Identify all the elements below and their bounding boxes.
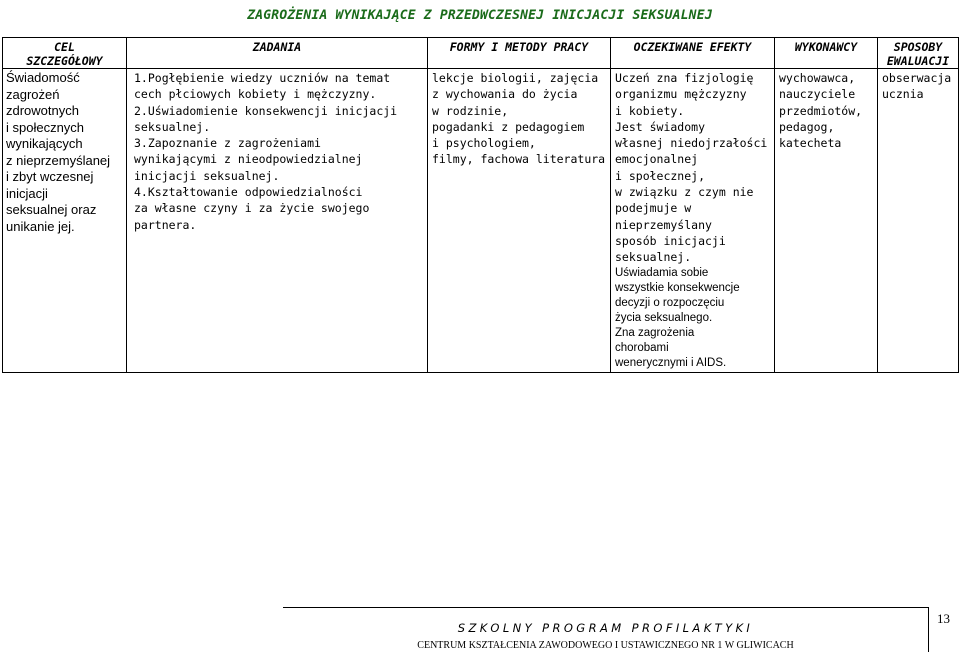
text-line: wychowawca, xyxy=(779,71,856,85)
text-line: seksualnej. xyxy=(615,250,692,265)
text-line: w rodzinie, xyxy=(432,103,509,118)
text-line: za własne czyny i za życie swojego xyxy=(134,201,370,216)
header-efekty: OCZEKIWANE EFEKTY xyxy=(611,38,775,69)
text-line: podejmuje w xyxy=(615,201,692,216)
text-line: katecheta xyxy=(779,136,842,151)
text-line: ucznia xyxy=(882,87,924,102)
text-line: wszystkie konsekwencje xyxy=(615,281,740,294)
text-line: 1.Pogłębienie wiedzy uczniów na temat xyxy=(134,71,391,85)
text-line: życia seksualnego. xyxy=(615,311,713,324)
text-line: nieprzemyślany xyxy=(615,217,712,232)
text-line: z wychowania do życia xyxy=(432,87,578,102)
text-line: zagrożeń xyxy=(6,86,60,102)
text-line: Uświadamia sobie xyxy=(615,266,709,279)
text-line: Zna zagrożenia xyxy=(615,326,695,339)
cell-sposoby xyxy=(878,69,959,373)
text-line: sposób inicjacji xyxy=(615,233,726,248)
text-line: i psychologiem, xyxy=(432,136,536,151)
efekty-main-text xyxy=(615,70,770,266)
cell-formy xyxy=(428,69,611,373)
text-line: wenerycznymi i AIDS. xyxy=(615,356,727,369)
text-line: chorobami xyxy=(615,341,669,354)
text-line: seksualnej oraz xyxy=(6,202,97,217)
text-line: i społecznych xyxy=(6,119,85,135)
text-line: przedmiotów, xyxy=(779,103,863,118)
table-header-row xyxy=(3,38,959,69)
document-title: ZAGROŻENIA WYNIKAJĄCE Z PRZEDWCZESNEJ INICJACJI SEKSUALNEJ xyxy=(247,8,713,23)
text-line: Jest świadomy xyxy=(615,119,706,134)
text-line: i społecznej, xyxy=(615,168,706,183)
text-line: własnej niedojrzałości xyxy=(615,136,768,151)
header-cel: CEL SZCZEGÓŁOWY xyxy=(3,38,127,69)
text-line: partnera. xyxy=(134,217,197,232)
text-line: z nieprzemyślanej xyxy=(6,152,111,168)
text-line: organizmu mężczyzny xyxy=(615,87,747,102)
text-line: i kobiety. xyxy=(615,103,685,118)
header-zadania: ZADANIA xyxy=(127,38,428,69)
cell-efekty xyxy=(611,69,775,373)
text-line: inicjacji seksualnej. xyxy=(134,168,280,183)
text-line: pedagog, xyxy=(779,119,835,134)
text-line: nauczyciele xyxy=(779,87,856,102)
text-line: cech płciowych kobiety i mężczyzny. xyxy=(134,87,377,102)
header-formy: FORMY I METODY PRACY xyxy=(428,38,611,69)
text-line: filmy, fachowa literatura xyxy=(432,152,606,167)
text-line: Uczeń zna fizjologię xyxy=(615,71,754,85)
efekty-small-text xyxy=(615,266,770,371)
cell-zadania xyxy=(127,69,428,373)
footer-divider xyxy=(283,607,928,608)
text-line: emocjonalnej xyxy=(615,152,699,167)
text-line: Świadomość xyxy=(6,70,80,85)
text-line: i zbyt wczesnej xyxy=(6,169,94,184)
text-line: decyzji o rozpoczęciu xyxy=(615,296,725,309)
text-line: lekcje biologii, zajęcia xyxy=(432,71,599,85)
text-line: inicjacji xyxy=(6,185,48,201)
program-table xyxy=(2,37,959,373)
footer-school-name: CENTRUM KSZTAŁCENIA ZAWODOWEGO I USTAWICZNEGO NR 1 W GLIWICACH xyxy=(417,640,794,651)
table-row xyxy=(3,69,959,373)
text-line: 4.Kształtowanie odpowiedzialności xyxy=(134,185,363,200)
text-line: obserwacja xyxy=(882,71,952,85)
text-line: seksualnej. xyxy=(134,119,211,134)
text-line: 2.Uświadomienie konsekwencji inicjacji xyxy=(134,103,398,118)
page-number: 13 xyxy=(937,611,950,626)
cell-cel xyxy=(3,69,127,373)
text-line: unikanie jej. xyxy=(6,218,75,234)
footer-program-name: SZKOLNY PROGRAM PROFILAKTYKI xyxy=(457,621,754,635)
text-line: pogadanki z pedagogiem xyxy=(432,119,585,134)
cell-wykonawcy xyxy=(775,69,878,373)
text-line: zdrowotnych xyxy=(6,103,79,118)
text-line: 3.Zapoznanie z zagrożeniami xyxy=(134,136,321,151)
header-sposoby: SPOSOBY EWALUACJI xyxy=(878,38,959,69)
text-line: wynikających xyxy=(6,136,83,151)
text-line: w związku z czym nie xyxy=(615,185,754,200)
header-wykonawcy: WYKONAWCY xyxy=(775,38,878,69)
text-line: wynikającymi z nieodpowiedzialnej xyxy=(134,152,363,167)
